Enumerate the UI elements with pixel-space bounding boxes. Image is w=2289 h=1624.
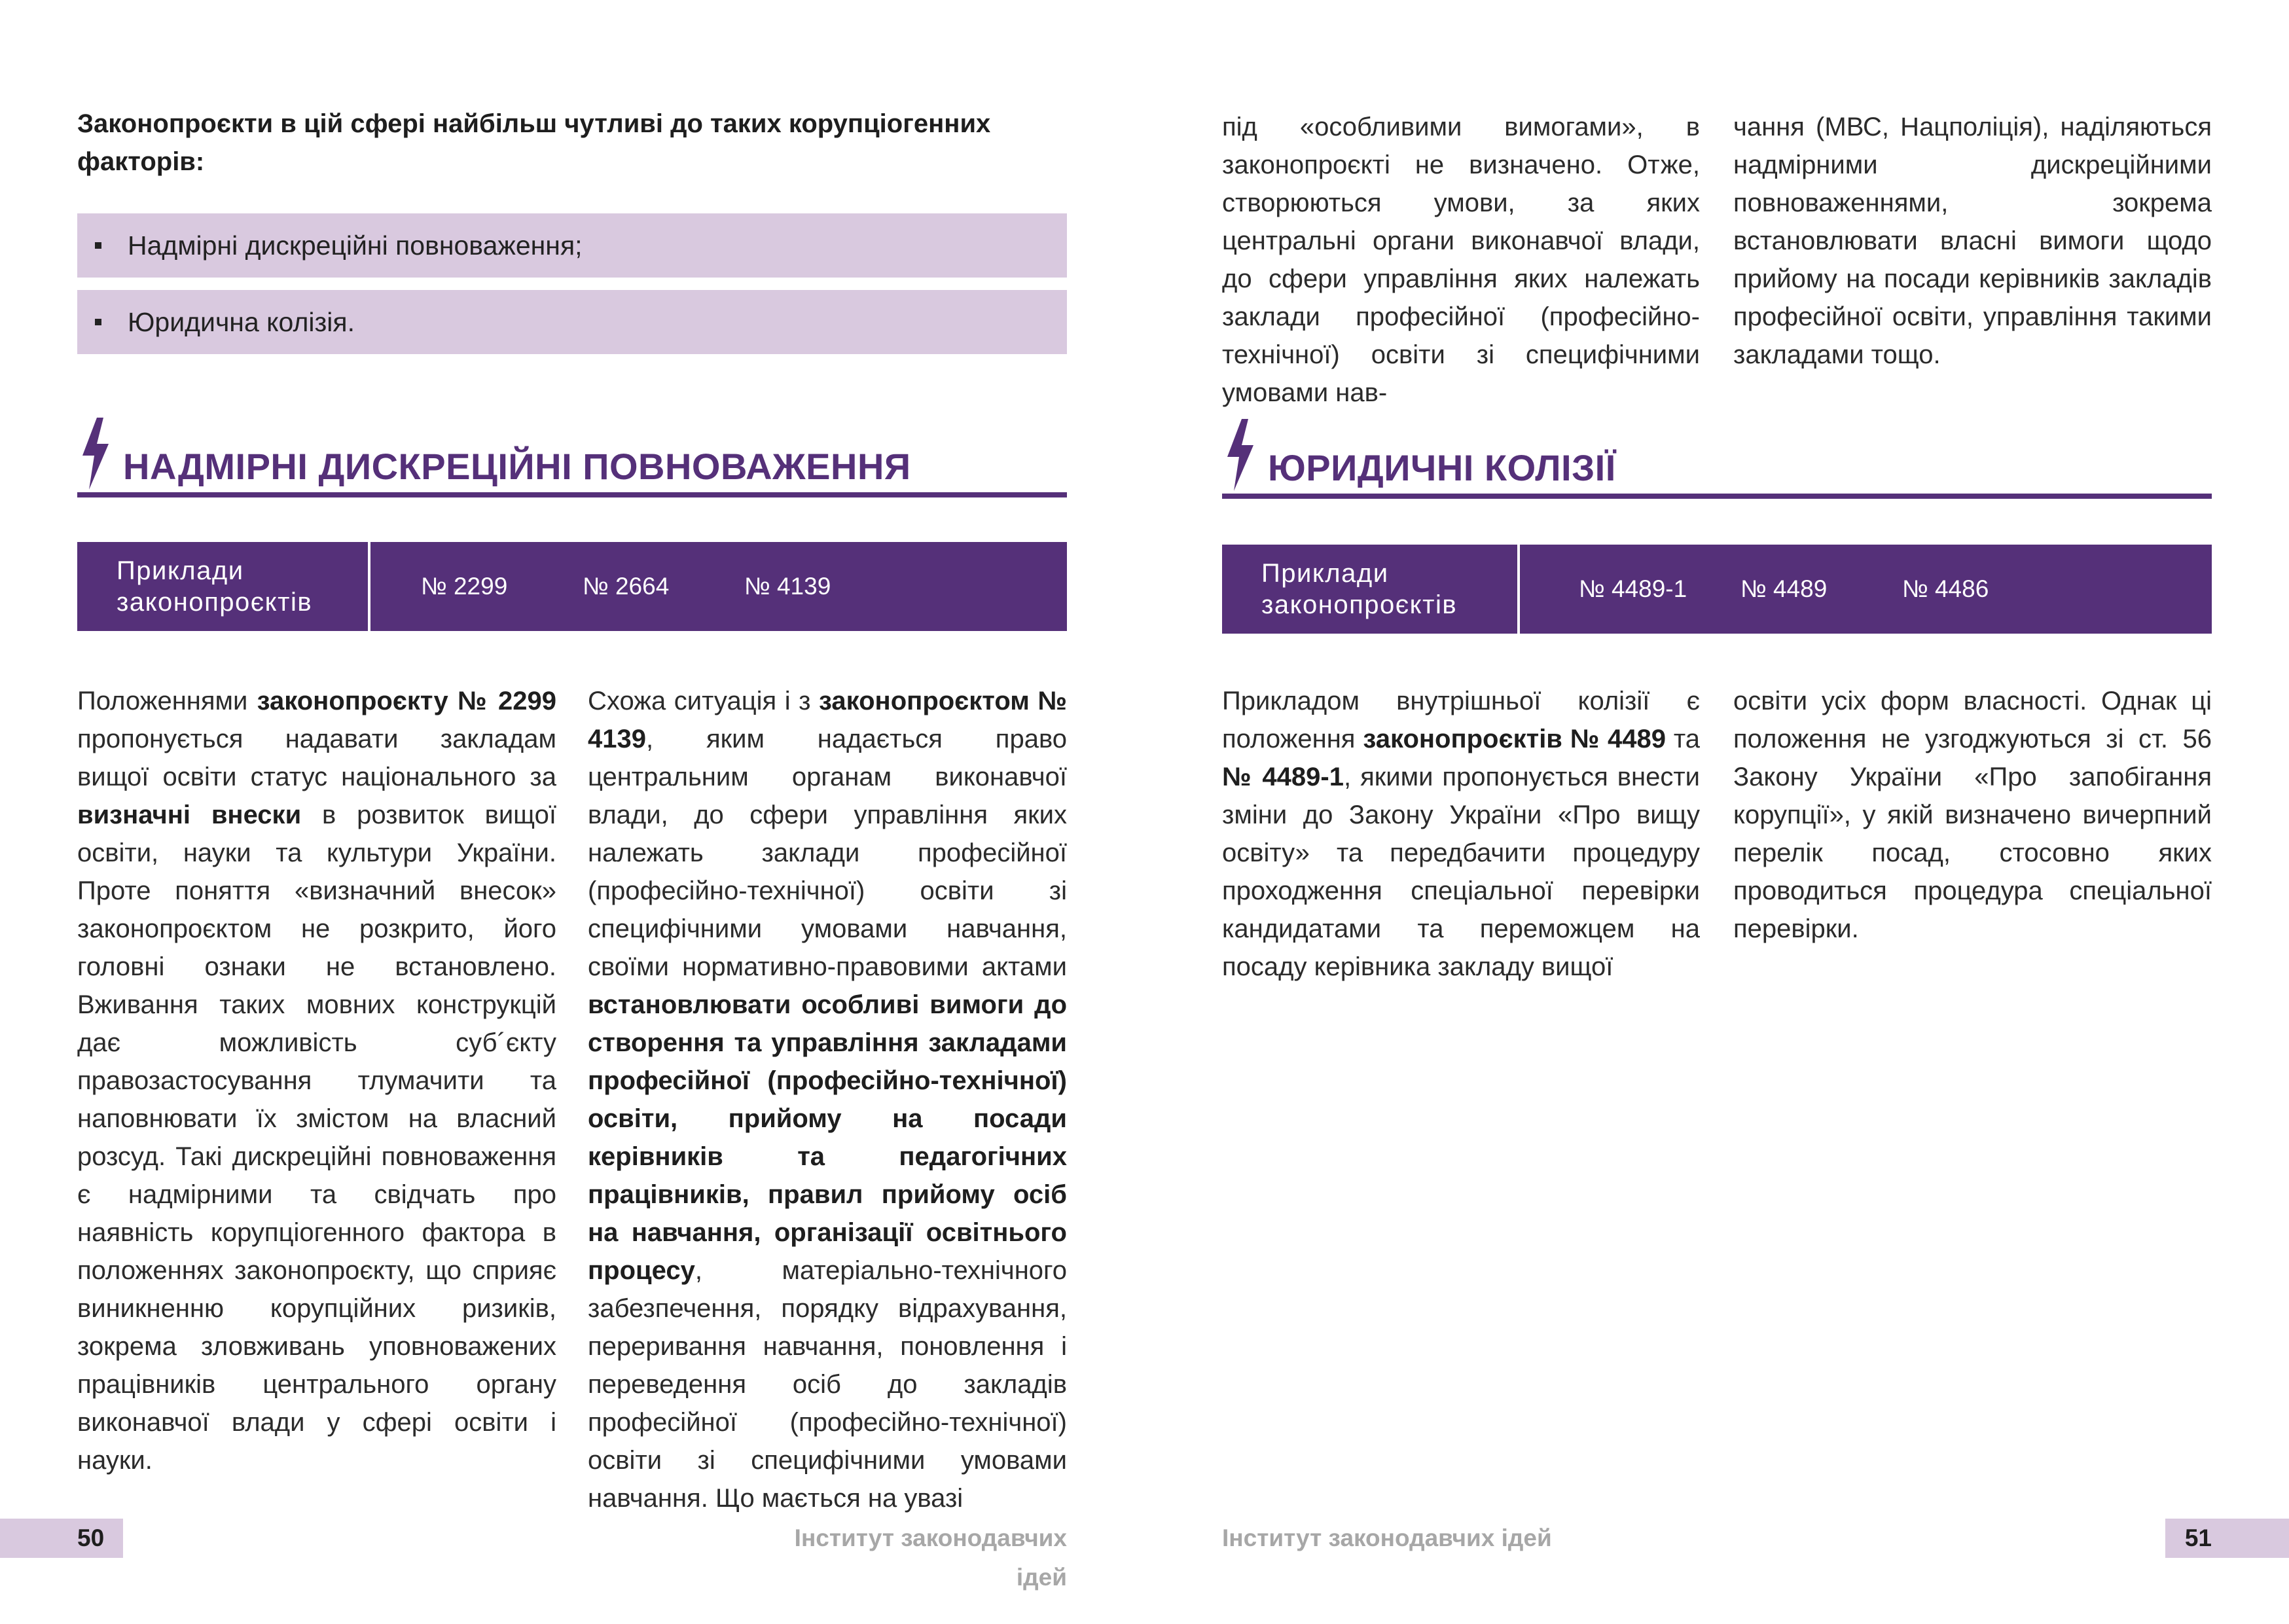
examples-label: Приклади законопроєктів	[77, 542, 370, 631]
page-number: 51	[2184, 1525, 2212, 1551]
text-run: в розвиток вищої освіти, науки та культури України. Проте поняття «визначний внесок» законопроєктом не розкрито, його головні ознаки не встановлено. Вживання таких мовних конструкцій дає можливість суб´єкту правозастосування тлумачити та наповнювати їх змістом на власний розсуд. Такі дискреційні повноваження є надмірними та свідчать про наявність корупціогенного фактора в положеннях законопроєкту, що сприяє виникненню корупційних ризиків, зокрема зловживань уповноважених працівників центрального органу виконавчої влади у сфері освіти і науки.	[77, 801, 556, 1475]
bullet-icon	[95, 242, 101, 249]
page-number: 50	[77, 1525, 105, 1551]
bill-number: № 4489-1	[1579, 575, 1687, 602]
bullet-label: Юридична колізія.	[128, 306, 355, 337]
lightning-icon	[77, 418, 114, 490]
page-number-tab	[0, 1519, 123, 1558]
bold-run: визначні внески	[77, 801, 302, 829]
bill-number: № 4489	[1740, 575, 1828, 602]
section-heading	[77, 418, 911, 490]
bold-run: законопроєктів № 4489	[1363, 725, 1666, 753]
heading-rule	[77, 492, 1067, 497]
bullet-icon	[95, 319, 101, 325]
text-run: , якими пропонується внести зміни до Закону України «Про вищу освіту» та передбачити процедуру проходження спеціальної перевірки кандидатами та переможцем на посаду керівника закладу вищої	[1222, 763, 1700, 981]
text-run: та	[1666, 725, 1700, 753]
examples-label: Приклади законопроєктів	[1222, 545, 1520, 634]
intro-text: Законопроєкти в цій сфері найбільш чутливі до таких корупціогенних факторів:	[77, 109, 991, 176]
body-column: освіти усіх форм власності. Однак ці положення не узгоджуються зі ст. 56 Закону України «Про запобігання корупції», у якій визначено вичерпний перелік посад, стосовно яких проводиться процедура спеціальної перевірки.	[1733, 687, 2212, 943]
section-title: НАДМІРНІ ДИСКРЕЦІЙНІ ПОВНОВАЖЕННЯ	[123, 446, 911, 487]
body-column	[588, 682, 1067, 1517]
bold-run: законопроєкту № 2299	[257, 687, 556, 715]
text-run: , матеріально-технічного забезпечення, порядку відрахування, переривання навчання, поновлення і переведення осіб до закладів професійної (професійно-технічної) освіти зі специфічними умовами навчання. Що мається на увазі	[588, 1256, 1067, 1513]
body-column: під «особливими вимогами», в законопроєкті не визначено. Отже, створюються умови, за яких центральні органи виконавчої влади, до сфери управління яких належать заклади професійної (професійно-технічної) освіти зі специфічними умовами нав-	[1222, 113, 1700, 407]
body-column	[1222, 682, 1700, 986]
bill-number: № 4486	[1902, 575, 1989, 602]
text-run: пропонується надавати закладам вищої освіти статус національного за	[77, 725, 556, 791]
bill-number: № 4139	[744, 573, 831, 600]
footer-publisher: Інститут законодавчих ідей	[1222, 1525, 1552, 1551]
bullet-item	[77, 213, 1067, 278]
text-run: Прикладом внутрішньої колізії є положення	[1222, 687, 1700, 753]
footer-publisher: Інститут законодавчих ідей	[794, 1525, 1067, 1591]
examples-bar	[77, 542, 1067, 631]
bold-run: встановлювати особливі вимоги до створення та управління закладами професійної (професійно-технічної) освіти, прийому на посади керівників та педагогічних працівників, правил прийому осіб на навчання, організації освітнього процесу	[588, 990, 1067, 1285]
body-column: чання (МВС, Нацполіція), наділяються надмірними дискреційними повноваженнями, зокрема встановлювати власні вимоги щодо прийому на посади керівників закладів професійної освіти, управління такими закладами тощо.	[1733, 113, 2212, 369]
bill-number: № 2299	[421, 573, 508, 600]
examples-bar	[1222, 545, 2212, 634]
section-heading	[1222, 419, 1616, 491]
text-run: , яким надається право центральним органам виконавчої влади, до сфери управління яких належать заклади професійної (професійно-технічної) освіти зі специфічними умовами навчання, своїми нормативно-правовими актами	[588, 725, 1067, 981]
bullet-label: Надмірні дискреційні повноваження;	[128, 230, 583, 261]
heading-rule	[1222, 494, 2212, 499]
body-column	[77, 682, 556, 1479]
bullet-item	[77, 290, 1067, 354]
section-title: ЮРИДИЧНІ КОЛІЗІЇ	[1268, 447, 1616, 488]
bold-run: № 4489-1	[1222, 763, 1344, 791]
text-run: Положеннями	[77, 687, 257, 715]
text-run: Схожа ситуація і з	[588, 687, 820, 715]
bold-run: законопроєктом № 4139	[588, 687, 1067, 753]
lightning-icon	[1222, 419, 1259, 491]
bill-number: № 2664	[583, 573, 670, 600]
